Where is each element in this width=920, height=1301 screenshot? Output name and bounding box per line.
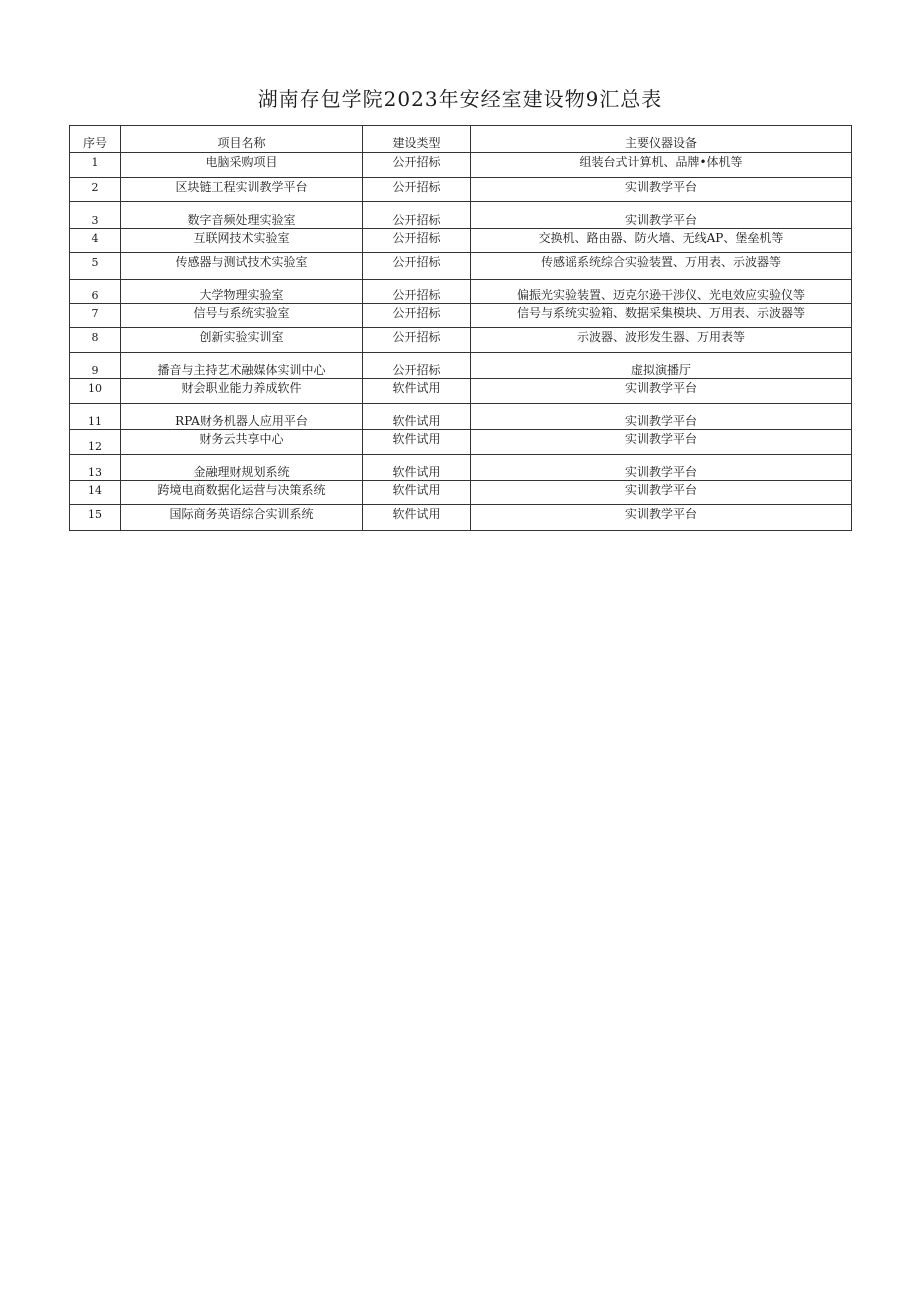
table-row <box>70 229 852 253</box>
row-project-name: 电脑采购项目 <box>121 153 363 178</box>
row-main-equipment: 实训教学平台 <box>471 455 852 481</box>
row-no: 11 <box>70 404 121 430</box>
row-main-equipment: 组装台式计算机、品牌•体机等 <box>471 153 852 178</box>
row-project-name: 数字音频处理实验室 <box>121 202 363 229</box>
row-main-equipment: 信号与系统实验箱、数据采集模块、万用表、示波器等 <box>471 304 852 328</box>
table-row <box>70 304 852 328</box>
row-construction-type: 软件试用 <box>363 430 471 455</box>
table-header-row <box>70 126 852 153</box>
row-construction-type: 软件试用 <box>363 455 471 481</box>
row-main-equipment: 实训教学平台 <box>471 481 852 505</box>
row-no: 7 <box>70 304 121 328</box>
row-construction-type: 软件试用 <box>363 379 471 404</box>
row-construction-type: 公开招标 <box>363 229 471 253</box>
row-no: 6 <box>70 280 121 304</box>
row-project-name: 信号与系统实验室 <box>121 304 363 328</box>
table-row <box>70 153 852 178</box>
row-main-equipment: 实训教学平台 <box>471 178 852 202</box>
table-row <box>70 328 852 353</box>
row-main-equipment: 传感谣系统综合实验装置、万用表、示波器等 <box>471 253 852 280</box>
table-row <box>70 481 852 505</box>
table-row <box>70 280 852 304</box>
row-project-name: 财会职业能力养成软件 <box>121 379 363 404</box>
row-construction-type: 公开招标 <box>363 253 471 280</box>
row-project-name: 跨境电商数据化运营与决策系统 <box>121 481 363 505</box>
row-no: 2 <box>70 178 121 202</box>
row-project-name: 财务云共享中心 <box>121 430 363 455</box>
row-construction-type: 软件试用 <box>363 505 471 531</box>
row-no: 4 <box>70 229 121 253</box>
row-project-name: 国际商务英语综合实训系统 <box>121 505 363 531</box>
row-construction-type: 软件试用 <box>363 404 471 430</box>
row-project-name: 创新实验实训室 <box>121 328 363 353</box>
row-project-name: 金融理财规划系统 <box>121 455 363 481</box>
row-main-equipment: 实训教学平台 <box>471 404 852 430</box>
row-main-equipment: 交换机、路由器、防火墙、无线AP、堡垒机等 <box>471 229 852 253</box>
row-no: 8 <box>70 328 121 353</box>
row-no: 9 <box>70 353 121 379</box>
table-row <box>70 430 852 455</box>
table-row <box>70 404 852 430</box>
row-no: 12 <box>70 430 121 455</box>
row-no: 15 <box>70 505 121 531</box>
header-project-name: 项目名称 <box>121 126 363 153</box>
row-project-name: 传感器与测试技术实验室 <box>121 253 363 280</box>
row-construction-type: 公开招标 <box>363 353 471 379</box>
row-main-equipment: 示波器、波形发生器、万用表等 <box>471 328 852 353</box>
row-no: 5 <box>70 253 121 280</box>
row-construction-type: 公开招标 <box>363 280 471 304</box>
table-row <box>70 379 852 404</box>
row-main-equipment: 偏振光实验装置、迈克尔逊干涉仪、光电效应实验仪等 <box>471 280 852 304</box>
table-row <box>70 353 852 379</box>
row-no: 10 <box>70 379 121 404</box>
table-row <box>70 178 852 202</box>
row-construction-type: 公开招标 <box>363 178 471 202</box>
row-main-equipment: 实训教学平台 <box>471 202 852 229</box>
header-no: 序号 <box>70 126 121 153</box>
row-construction-type: 软件试用 <box>363 481 471 505</box>
header-construction-type: 建设类型 <box>363 126 471 153</box>
row-project-name: 互联网技术实验室 <box>121 229 363 253</box>
summary-table <box>69 125 852 531</box>
row-construction-type: 公开招标 <box>363 304 471 328</box>
row-no: 3 <box>70 202 121 229</box>
row-main-equipment: 虚拟演播厅 <box>471 353 852 379</box>
table-row <box>70 202 852 229</box>
document-title: 湖南存包学院2023年安经室建设物9汇总表 <box>257 87 663 111</box>
row-construction-type: 公开招标 <box>363 202 471 229</box>
row-project-name: RPA财务机器人应用平台 <box>121 404 363 430</box>
row-project-name: 大学物理实验室 <box>121 280 363 304</box>
row-main-equipment: 实训教学平台 <box>471 430 852 455</box>
table-row <box>70 253 852 280</box>
row-no: 13 <box>70 455 121 481</box>
row-no: 1 <box>70 153 121 178</box>
row-project-name: 区块链工程实训教学平台 <box>121 178 363 202</box>
table-row <box>70 505 852 531</box>
row-main-equipment: 实训教学平台 <box>471 379 852 404</box>
row-no: 14 <box>70 481 121 505</box>
row-main-equipment: 实训教学平台 <box>471 505 852 531</box>
row-project-name: 播音与主持艺术融媒体实训中心 <box>121 353 363 379</box>
row-construction-type: 公开招标 <box>363 328 471 353</box>
table-row <box>70 455 852 481</box>
row-construction-type: 公开招标 <box>363 153 471 178</box>
header-main-equipment: 主要仪器设备 <box>471 126 852 153</box>
